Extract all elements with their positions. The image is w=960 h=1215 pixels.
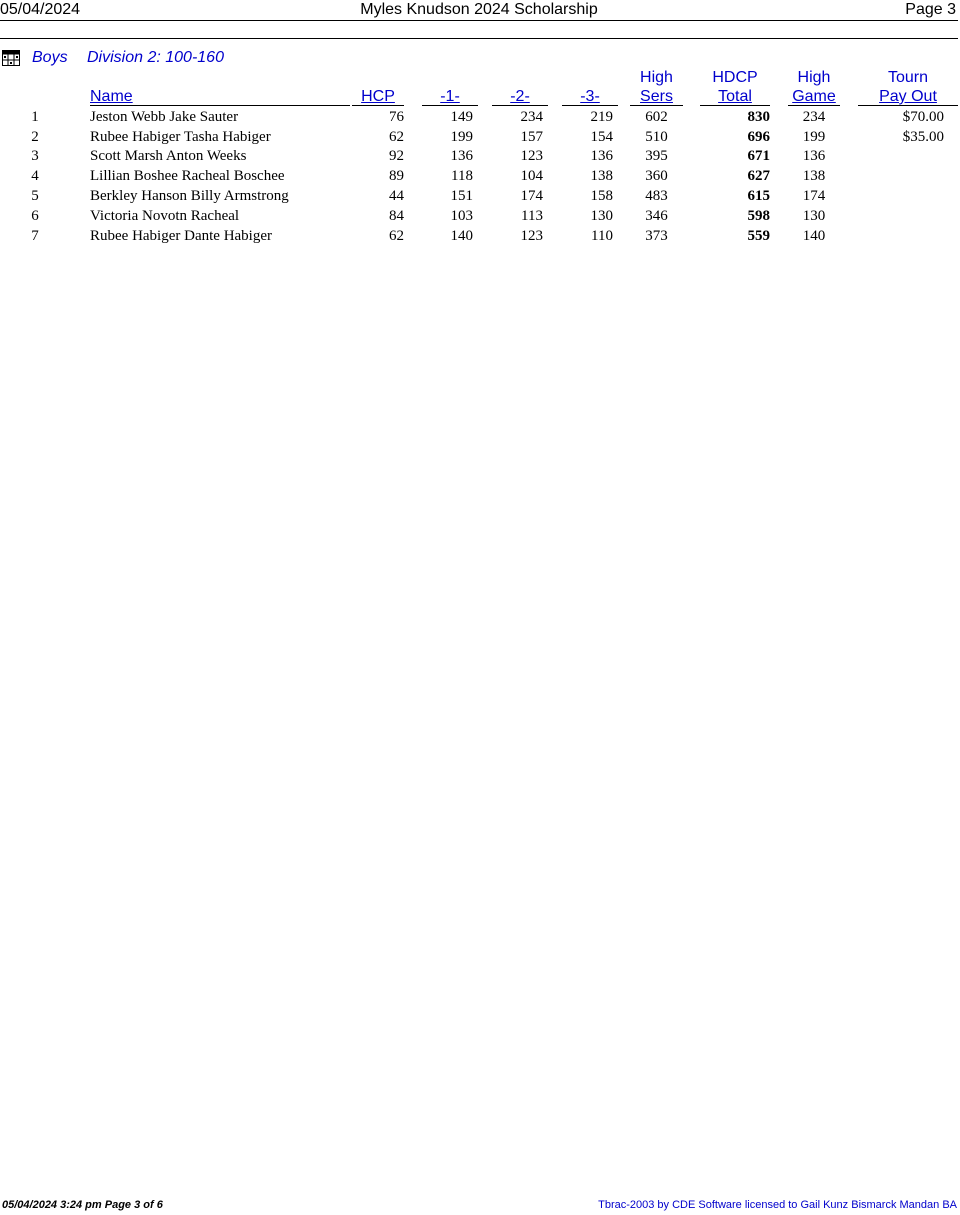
team-name: Lillian Boshee Racheal Boschee bbox=[90, 168, 285, 184]
game2: 113 bbox=[521, 208, 543, 224]
bowling-scoresheet-icon bbox=[2, 50, 20, 66]
team-name: Rubee Habiger Dante Habiger bbox=[90, 228, 273, 244]
team-name: Jeston Webb Jake Sauter bbox=[90, 109, 239, 125]
hdcp-total: 696 bbox=[747, 129, 770, 145]
hcp: 62 bbox=[389, 228, 404, 244]
team-name: Scott Marsh Anton Weeks bbox=[90, 148, 247, 164]
game2: 104 bbox=[520, 168, 543, 184]
group-label: Boys bbox=[32, 49, 68, 66]
footer-license: Tbrac-2003 by CDE Software licensed to Gail Kunz Bismarck Mandan BA bbox=[598, 1199, 957, 1211]
game1: 140 bbox=[450, 228, 473, 244]
high-game: 136 bbox=[802, 148, 826, 164]
game2: 157 bbox=[520, 129, 543, 145]
report-header bbox=[0, 0, 958, 21]
hdcp-total: 627 bbox=[747, 168, 770, 184]
footer-timestamp: 05/04/2024 3:24 pm Page 3 of 6 bbox=[2, 1199, 163, 1211]
col-header-pay-out: Tourn Pay Out bbox=[858, 68, 958, 106]
hdcp-total: 559 bbox=[747, 228, 770, 244]
high-series: 483 bbox=[645, 188, 668, 204]
game3: 219 bbox=[590, 109, 613, 125]
game2: 234 bbox=[520, 109, 543, 125]
hdcp-total: 598 bbox=[747, 208, 770, 224]
game1: 199 bbox=[450, 129, 473, 145]
hdcp-total: 830 bbox=[747, 109, 770, 125]
high-series: 360 bbox=[645, 168, 668, 184]
hdcp-total: 615 bbox=[747, 188, 770, 204]
high-series: 602 bbox=[645, 109, 668, 125]
high-series: 373 bbox=[645, 228, 668, 244]
high-game: 234 bbox=[802, 109, 826, 125]
rank: 6 bbox=[31, 208, 39, 224]
high-game: 130 bbox=[802, 208, 826, 224]
game1: 103 bbox=[450, 208, 473, 224]
rank: 5 bbox=[31, 188, 39, 204]
high-game: 140 bbox=[802, 228, 826, 244]
game3: 154 bbox=[590, 129, 613, 145]
game1: 136 bbox=[450, 148, 473, 164]
game3: 110 bbox=[591, 228, 613, 244]
col-header-game3: -3- bbox=[562, 68, 618, 106]
hcp: 92 bbox=[389, 148, 404, 164]
col-header-high-series: High Sers bbox=[630, 68, 683, 106]
rank: 1 bbox=[31, 109, 39, 125]
high-game: 138 bbox=[802, 168, 826, 184]
hcp: 62 bbox=[389, 129, 404, 145]
rank: 2 bbox=[31, 129, 39, 145]
team-name: Rubee Habiger Tasha Habiger bbox=[90, 129, 271, 145]
header-divider bbox=[0, 38, 958, 39]
game2: 123 bbox=[520, 228, 543, 244]
team-name: Victoria Novotn Racheal bbox=[90, 208, 240, 224]
hcp: 89 bbox=[389, 168, 404, 184]
high-game: 199 bbox=[802, 129, 826, 145]
col-header-hdcp-total: HDCP Total bbox=[700, 68, 770, 106]
game3: 138 bbox=[590, 168, 613, 184]
col-header-hcp: HCP bbox=[352, 68, 404, 106]
report-title: Myles Knudson 2024 Scholarship bbox=[360, 1, 598, 18]
page-number: Page 3 bbox=[905, 1, 956, 18]
team-name: Berkley Hanson Billy Armstrong bbox=[90, 188, 289, 204]
game1: 151 bbox=[450, 188, 473, 204]
game3: 158 bbox=[590, 188, 613, 204]
game2: 174 bbox=[520, 188, 543, 204]
high-series: 510 bbox=[645, 129, 668, 145]
rank: 7 bbox=[31, 228, 39, 244]
report-date: 05/04/2024 bbox=[0, 1, 81, 18]
pay-out: $70.00 bbox=[902, 109, 944, 125]
division-label: Division 2: 100-160 bbox=[87, 49, 224, 66]
col-header-name: Name bbox=[90, 68, 350, 106]
hdcp-total: 671 bbox=[747, 148, 770, 164]
hcp: 84 bbox=[389, 208, 404, 224]
game1: 149 bbox=[450, 109, 473, 125]
col-header-game2: -2- bbox=[492, 68, 548, 106]
game2: 123 bbox=[520, 148, 543, 164]
game1: 118 bbox=[451, 168, 473, 184]
col-header-game1: -1- bbox=[422, 68, 478, 106]
high-series: 395 bbox=[645, 148, 668, 164]
high-series: 346 bbox=[645, 208, 668, 224]
rank: 3 bbox=[31, 148, 39, 164]
rank: 4 bbox=[31, 168, 39, 184]
pay-out: $35.00 bbox=[902, 129, 944, 145]
game3: 136 bbox=[590, 148, 613, 164]
high-game: 174 bbox=[802, 188, 826, 204]
col-header-high-game: High Game bbox=[788, 68, 840, 106]
game3: 130 bbox=[590, 208, 613, 224]
hcp: 76 bbox=[389, 109, 404, 125]
hcp: 44 bbox=[389, 188, 404, 204]
